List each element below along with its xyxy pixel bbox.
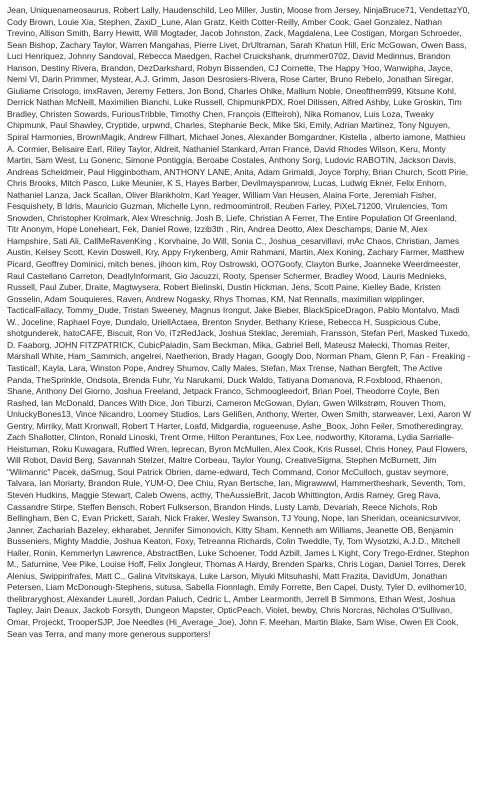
supporter-names-paragraph: Jean, Uniquenameosaurus, Robert Lally, Haudenschild, Leo Miller, Justin, Moose from Jersey, NinjaBruce71, VendettazY0, Cody Brown, Louie Xia, Stephen, ZaxiD_Lune, Alan Gratz, Keith Cotter-Reilly, Amber Cook, Gael Gonzalez, Nathan Trevino, Allison Smith, Barry Hewitt, Will Mogtader, Jacob Johnston, Zack, Magdalena, Lee Costigan, Morgan Schroeder, Sean Bishop, Zachary Taylor, Warren Mangahas, Pierre Livet, DrUltraman, Sarah Khatun Hill, Eric McGowan, Owen Bass, Luci Henriquez, Johnny Sandoval, Rebecca Maedgen, Rachel Cruickshank, drummer0702, David Medinnus, Brandon Hanson, Destiny Rivera, Brandon, DezDarkshard, Robyn Bissenden, CJ Cornette, The Happy 'Hoo, Wanwipha, Jayce, Nemi VI, Darin Primmer, Mystear, A.J. Grimm, Jason Desrosiers-Rivera, Rose Carter, Bruno Rebelo, Jonathan Siregar, Giuliame Crisologo, imxRaven, Jeremy Fetters, Jon Bond, Charles Ohlke, Mallium Noble, Oneofthem999, Kitsune Kohl, Derrick Nathan McNeill, Maximilien Bianchi, Luke Russell, ChipmunkPDX, Roel Dilissen, Alfred Ashby, Luke Groskin, Tim Bradley, Christen Sowards, FuriousTribble, Timothy Chen, François (Elfteiroh), Nika Romanov, Luis Loza, Tweaky Chipmunk, Paul Shawley, Cryptide, urpwnd, Charles, Stephanie Beck, Mike Ski, Emily, Adrian Martinez, Tony Nguyen, Spiral Harmonies, BrownMagik, Andrew Fillhart, Michael Jones, Alexander Bomgardner, Kistella , alberto iamone, Mathieu A. Cormier, Belisaire Earl, Riley Taylor, Aldreit, Nathaniel Stankard, Arran France, David Rhodes Wilson, Keru, Monty Martin, Sam West, Lu Gonenc, Simone Pontiggia, Beroabe Costales, Anthony Sorg, Ludovic RABOTIN, Jackson Davis, Andreas Scheidmeir, Paul Higginbotham, ANTHONY LANE, Anita, Adam Grimaldi, Joyce Torphy, Brian Church, Scott Pirie, Chris Brooks, Mitch Pasco, Luke Meunier, K S, Hayes Barber, Devilmayspanrow, Lucas, Ludwig Ekner, Felix Enhorn, Nathaniel Lanza, Jack Scallan, Oliver Blankholm, Karl Yeager, William Van Heusen, Alaina Forte, Jeremiah Fisher, Fesquishety, B Idris, Mauricio Guzman, Michelle Lynn, redmoomintroll, Reuben Farley, PiXeL71200, Virulencies, Tom Snowden, Christopher Krolmark, Alex Wreschnig, Josh B, Liefe, Christian A Ferrer, The Entire Population Of Greenland, Titr Anonym, Hope Loneheart, Fek, Daniel Rowe, Izzib3th , Rin, Andrea Deotto, Alex Deschamps, Danie M, Alex Hampshire, Sati Ali, CallMeRavenKing , Korvhaine, Jo Will, Sonia C., Joshua_cesarvillavi, mAc Chaos, Christian, James Austin, Kelsey Scott, Kevin Doswell, Kry, Appy Frykenberg, Amir Rahmani, Martin, Alex Koning, Zachary Farmer, Matthew Picard, Geoffrey Dominici, mitch benes, jihoon kim, Roy Ostrowski, OO7Goofy, Clayton Burke, Joanneke Weerdmeester, Raul Castellano Carreton, DeadlyInformant, Gio Jacuzzi, Rooty, Spenser Schermer, Bradley Wood, Lauris Mednieks, Russell, Paul Zuber, Draite, Magtwysera, Robert Bielinski, Dustin Hickman, Jens, Scott Paine, Kielley Bade, Kristen Gosselin, Adam Souquieres, Raven, Andrew Nogasky, Rhys Thomas, KM, Nat Rennalls, maximilian wipplinger, TacticalFallacy, Tommy_Dude, Tristan Sweeney, Magnus Irongut, Jake Bieber, BlackSpiceDragon, Pablo Montalvo, Madi W., Joceline, Raphael Foye, Dundalo, UriellActaea, Brenton Snyder, Bethany Kriese, Rebecca H, Suspicious Cube, shotgunderek, hatoCAFE, Biscuit, Ron Vo, iTzRedJack, Joshua Steklac, Jeremiah, Fransson, Stefan Perl, Masked Tuxedo, D. Faaborg, JOHN FITZPATRICK, CubicPaladin, Sam Beckman, Mika, Gabriel Bell, Mateusz Małecki, Thomas Reiter, Marshall White, Ham_Sammich, angelrei, Naetherion, Brady Hagan, Googly Doo, Norman Pham, Glenn P, Fan - Freaking - Tastical!, Kayla, Lara, Winston Pope, Andrey Shumov, Cally Males, Stefan, Max Trense, Nathan Bergfelt, The Active Panda, TheSprinkle, Ondsola, Brenda Fuhr, Yu Narukami, Duck Waldo, Tatiyana Domanova, R.Foxblood, Rhaenon, Shane, Anthony Del Giorno, Joshua Freeland, Jetpack Franco, Schmoogleedorf, Brian Poel, Theodorre Coyle, Ben Rashed, Ian McDonald, Dances With Dice, Jon Tiburzi, Cameron McGowan, Dylan, Gwen Wilkstrøm, Rouven Thom, UnluckyBones13, Vince Nicandro, Loomey Studios, Lars Gelißen, Anthony, Werter, Owen Smith, starweaver, Lexi, Aaron W Gentry, Mirriky, Matt Kronwall, Robert T Harter, Loafd, Midgardia, rogueenuse, Ashe_Boox, John Feiler, Smotheredingray, Zach Shallotter, Clinton, Ronald Linoski, Trent Orme, Hilton Perantunes, Fox Lee, nodworthy, Kitorama, Lydia Sarrialle-Heistuman, Roku Kuwagara, Ruffled Wren, leprecan, Byron McMullen, Alex Cook, Kris Russel, Chris Honey, Paul Flowers, Will Robot, David Berg, Savannah Stelzer, Maltre Corbeau, Taylor Young, CreativeSigma, Stephen McBurnett, Jim "Wilmanric" Pacek, daSmug, Soul Patrick Obrien, dame-edward, Tech Command, Conor McCulloch, gustav seymore, Talvara, Ian Moriarty, Brandon Rule, YUM-O, Dee Chiu, Ryan Bertsche, Ian, Migrawwwl, Hammertheshark, Seventh, Tom, Steven Hudkins, Maggie Stewart, Caleb Owens, acthy, TheAussieBrit, Jacob Whittington, Ardis Ramey, Greg Rava, Cassandre Stirpe, Steffen Bensch, Robert Fulkserson, Brandon Hinds, Lusty Lamb, Devariah, Reece Nichols, Rob Bellingham, Ben C, Evan Prickett, Sarah, Nick Fraker, Wesley Swanson, TJ Young, Nope, Ian Sheridan, oceanicsurvivor, Janner, Zachariah Bazeley, ekharabet, Jennifer Simonovich, Kitty Sham, Kenneth am Williams, Jeanette OB, Benjamin Busseniers, Mighty Maddie, Joshua Keaton, Foxy, Tetreanna Richards, Colin Tweddle, Ty, Tom Wysotzki, A.J.D., Mitchell Haller, Ronin, Kemmerlyn Lawrence, AbstractBen, Luke Schoener, Todd Azbill, James L Kight, Cory Trego-Erdner, Stephon M., Saturnine, Vee Pike, Louise Hoff, Felix Jongleur, Thomas A Hardy, Brenden Sparks, Chris Logan, Daniel Torres, Derek Alenius, Swippinfrafes, Matt C., Galina Vitvitskaya, Luke Larson, Miyuki Mitsuhashi, Matt Frazita, DavidUm, Jonathan Petersen, Liam McDonough-Stephens, sutusa, Sabella Fionnlagh, Emily Forrette, Ben Capel, Dusty, Tyler D, evilhomer10, thelibraryghost, Alexander Laurell, Jordan Paluch, Cedric L, Amber Learmonth, Jerrell B Simmons, Ethan West, Joshua Tapley, Jain Deaux, Jackob Forsyth, Dungeon Mapster, OpticPeach, Violet, bewby, Chris Norcras, Nicholas O'Sullivan, Omar, Projeckt, TrooperSJP, Joe Needles (Hi_Average_Joe), John F. Meehan, Martin Blake, Sam Wise, Owen Eli Cook, Sean vas Terra, and many more generous supporters! <box>7 5 471 639</box>
